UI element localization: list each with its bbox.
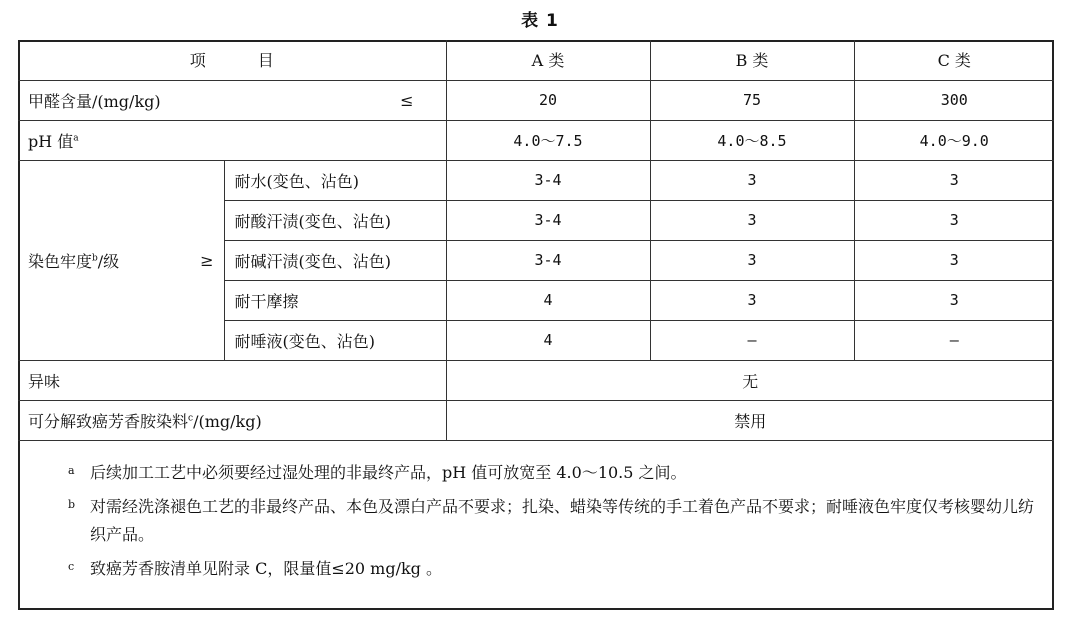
table-row bbox=[18, 120, 1054, 160]
row-label-ph bbox=[18, 120, 446, 160]
table-row bbox=[18, 360, 1054, 400]
fastness-item-a: 3-4 bbox=[446, 240, 650, 280]
header-item-char-2: 目 bbox=[257, 51, 274, 71]
fastness-item-c: 3 bbox=[854, 240, 1054, 280]
fastness-item-b: 3 bbox=[650, 240, 854, 280]
table-row bbox=[18, 400, 1054, 440]
formaldehyde-a: 20 bbox=[446, 80, 650, 120]
footnote-text: 致癌芳香胺清单见附录 C，限量值≤20 mg/kg 。 bbox=[90, 559, 443, 578]
azo-value: 禁用 bbox=[446, 400, 1054, 440]
fastness-item-a: 3-4 bbox=[446, 200, 650, 240]
fastness-item-b: 3 bbox=[650, 160, 854, 200]
fastness-label: 染色牢度 bbox=[28, 251, 93, 271]
footnote-a bbox=[18, 459, 1054, 487]
table-row bbox=[18, 160, 1054, 200]
row-label-formaldehyde bbox=[18, 80, 446, 120]
fastness-item-name: 耐干摩擦 bbox=[224, 280, 446, 320]
fastness-symbol: ≥ bbox=[200, 250, 214, 270]
footnotes bbox=[18, 451, 1054, 583]
fastness-item-name: 耐酸汗渍(变色、沾色) bbox=[224, 200, 446, 240]
ph-label: pH 值 bbox=[28, 131, 74, 151]
ph-b: 4.0～8.5 bbox=[650, 120, 854, 160]
ph-footnote-mark: a bbox=[73, 133, 79, 144]
fastness-item-c: 3 bbox=[854, 280, 1054, 320]
fastness-footnote-mark: b bbox=[92, 253, 98, 264]
fastness-item-name: 耐碱汗渍(变色、沾色) bbox=[224, 240, 446, 280]
header-class-b: B 类 bbox=[650, 40, 854, 80]
fastness-item-a: 4 bbox=[446, 320, 650, 360]
fastness-item-a: 4 bbox=[446, 280, 650, 320]
fastness-item-b: 3 bbox=[650, 280, 854, 320]
formaldehyde-label: 甲醛含量/(mg/kg) bbox=[28, 91, 161, 111]
formaldehyde-symbol: ≤ bbox=[400, 90, 414, 110]
footnote-mark: c bbox=[68, 560, 75, 573]
row-label-fastness bbox=[18, 160, 224, 360]
footnote-text: 后续加工工艺中必须要经过湿处理的非最终产品，pH 值可放宽至 4.0～10.5 之间。 bbox=[90, 463, 687, 482]
table-row bbox=[18, 80, 1054, 120]
odor-value: 无 bbox=[446, 360, 1054, 400]
fastness-item-c: — bbox=[854, 320, 1054, 360]
header-row bbox=[18, 40, 1054, 80]
formaldehyde-b: 75 bbox=[650, 80, 854, 120]
fastness-label-group bbox=[28, 249, 119, 272]
fastness-item-a: 3-4 bbox=[446, 160, 650, 200]
row-label-odor: 异味 bbox=[18, 360, 446, 400]
azo-unit: /(mg/kg) bbox=[193, 411, 262, 431]
requirements-table bbox=[18, 40, 1054, 441]
header-item-char-1: 项 bbox=[189, 51, 206, 71]
table-title: 表 1 bbox=[521, 11, 559, 31]
header-class-a: A 类 bbox=[446, 40, 650, 80]
fastness-item-c: 3 bbox=[854, 200, 1054, 240]
fastness-item-name: 耐水(变色、沾色) bbox=[224, 160, 446, 200]
formaldehyde-c: 300 bbox=[854, 80, 1054, 120]
footnote-mark: a bbox=[68, 464, 75, 477]
footnote-b bbox=[18, 493, 1054, 549]
ph-c: 4.0～9.0 bbox=[854, 120, 1054, 160]
azo-footnote-mark: c bbox=[188, 413, 194, 424]
footnote-mark: b bbox=[68, 498, 76, 511]
fastness-item-b: — bbox=[650, 320, 854, 360]
header-class-c: C 类 bbox=[854, 40, 1054, 80]
footnote-text: 对需经洗涤褪色工艺的非最终产品、本色及漂白产品不要求；扎染、蜡染等传统的手工着色产品不要求；耐唾液色牢度仅考核婴幼儿纺织产品。 bbox=[90, 497, 1035, 544]
row-label-azo bbox=[18, 400, 446, 440]
fastness-item-name: 耐唾液(变色、沾色) bbox=[224, 320, 446, 360]
fastness-item-c: 3 bbox=[854, 160, 1054, 200]
header-item bbox=[18, 40, 446, 80]
ph-a: 4.0～7.5 bbox=[446, 120, 650, 160]
fastness-item-b: 3 bbox=[650, 200, 854, 240]
fastness-unit: /级 bbox=[97, 251, 120, 271]
azo-label: 可分解致癌芳香胺染料 bbox=[28, 411, 189, 431]
footnote-c bbox=[18, 555, 1054, 583]
